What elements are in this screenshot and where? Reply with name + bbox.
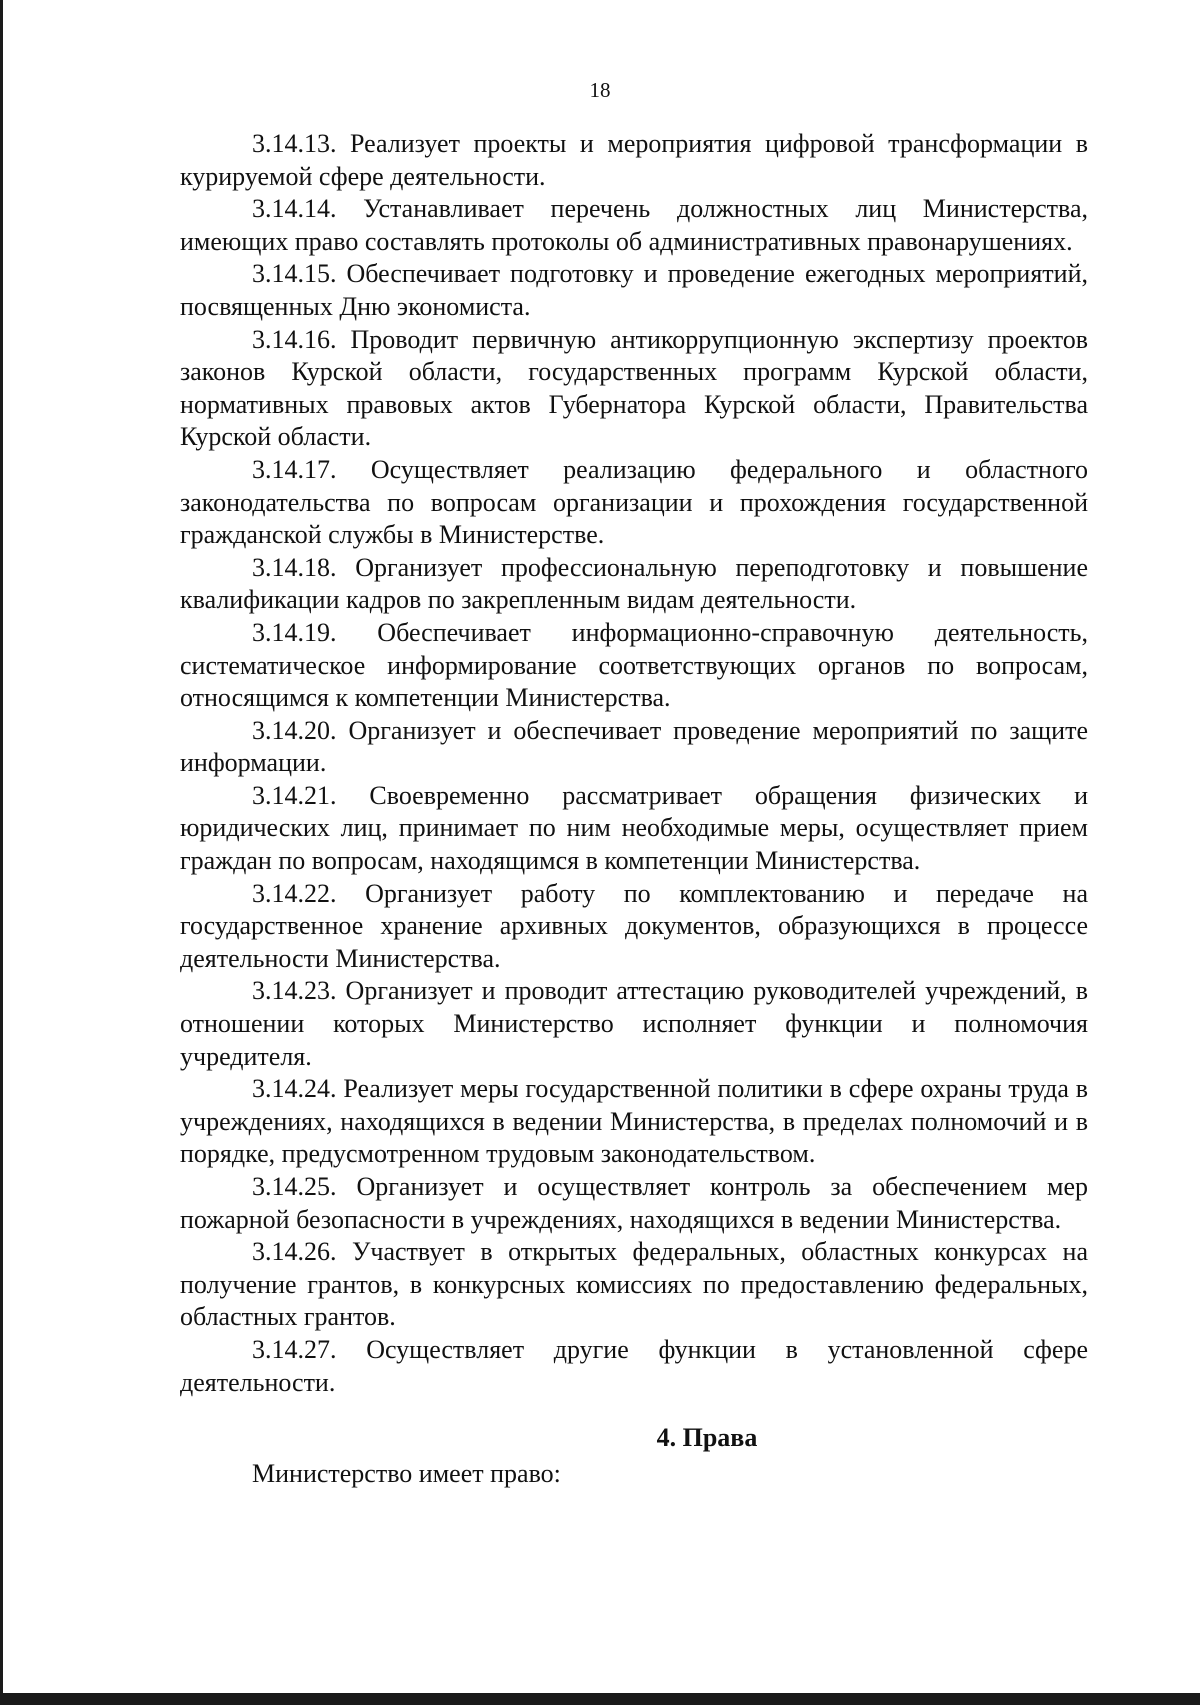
scan-left-edge bbox=[0, 0, 3, 1705]
paragraph-3-14-22: 3.14.22. Организует работу по комплектованию и передаче на государственное хранение архивных документов, образующихся в процессе деятельности Министерства. bbox=[180, 878, 1088, 973]
paragraph-3-14-21: 3.14.21. Своевременно рассматривает обращения физических и юридических лиц, принимает по ним необходимые меры, осуществляет прием граждан по вопросам, находящимся в компетенции Министерства. bbox=[180, 780, 1088, 876]
scan-bottom-edge bbox=[0, 1693, 1200, 1705]
paragraph-3-14-13: 3.14.13. Реализует проекты и мероприятия цифровой трансформации в курируемой сфере деятельности. bbox=[180, 129, 1088, 191]
paragraph-3-14-15: 3.14.15. Обеспечивает подготовку и проведение ежегодных мероприятий, посвященных Дню экономиста. bbox=[180, 259, 1088, 321]
section-heading: 4. Права bbox=[656, 1423, 758, 1453]
section-intro: Министерство имеет право: bbox=[252, 1458, 561, 1488]
paragraph-3-14-24: 3.14.24. Реализует меры государственной политики в сфере охраны труда в учреждениях, находящихся в ведении Министерства, в пределах полномочий и в порядке, предусмотренном трудовым законодательством. bbox=[180, 1074, 1088, 1169]
paragraph-3-14-25: 3.14.25. Организует и осуществляет контроль за обеспечением мер пожарной безопасности в учреждениях, находящихся в ведении Министерства. bbox=[180, 1172, 1088, 1234]
paragraph-3-14-20: 3.14.20. Организует и обеспечивает проведение мероприятий по защите информации. bbox=[180, 715, 1088, 778]
paragraph-3-14-14: 3.14.14. Устанавливает перечень должностных лиц Министерства, имеющих право составлять протоколы об административных правонарушениях. bbox=[180, 194, 1088, 256]
paragraph-3-14-16: 3.14.16. Проводит первичную антикоррупционную экспертизу проектов законов Курской области, государственных программ Курской области, нормативных правовых актов Губернатора Курской области, Правительства Курской области. bbox=[180, 324, 1088, 452]
page-number: 18 bbox=[589, 78, 611, 102]
document-body bbox=[180, 128, 1088, 1490]
paragraph-3-14-17: 3.14.17. Осуществляет реализацию федерального и областного законодательства по вопросам организации и прохождения государственной гражданской службы в Министерстве. bbox=[180, 454, 1088, 550]
paragraph-3-14-19: 3.14.19. Обеспечивает информационно-справочную деятельность, систематическое информирование соответствующих органов по вопросам, относящимся к компетенции Министерства. bbox=[180, 617, 1088, 713]
paragraph-3-14-26: 3.14.26. Участвует в открытых федеральных, областных конкурсах на получение грантов, в конкурсных комиссиях по предоставлению федеральных, областных грантов. bbox=[180, 1237, 1088, 1332]
paragraph-3-14-27: 3.14.27. Осуществляет другие функции в установленной сфере деятельности. bbox=[180, 1334, 1088, 1397]
paragraph-3-14-23: 3.14.23. Организует и проводит аттестацию руководителей учреждений, в отношении которых Министерство исполняет функции и полномочия учредителя. bbox=[180, 976, 1088, 1071]
paragraph-3-14-18: 3.14.18. Организует профессиональную переподготовку и повышение квалификации кадров по закрепленным видам деятельности. bbox=[180, 552, 1088, 615]
